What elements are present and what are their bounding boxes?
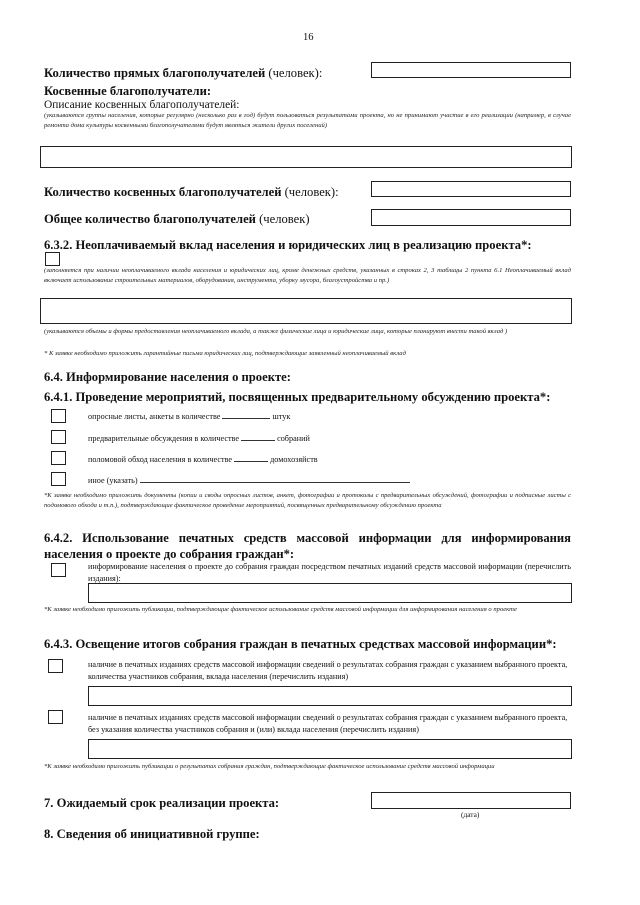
total-beneficiaries-input[interactable] — [371, 209, 571, 226]
date-caption: (дата) — [461, 810, 480, 819]
section-7-title: 7. Ожидаемый срок реализации проекта: — [44, 796, 280, 810]
other-checkbox[interactable] — [51, 472, 66, 486]
unpaid-contribution-input[interactable] — [40, 298, 572, 324]
section-6-4-1-note: *К заявке необходимо приложить документы (копии и своды опросных листов, анкет, фотографии и протоколы с предварительных обсуждений, фотографии и подписные листы с подомового обхода и т.п.), подтверждающие фактическое проведение мероприятий, посвященных предварительному обсуждению проекта — [44, 492, 571, 510]
indirect-count-label: Количество косвенных благополучателей (человек): — [44, 185, 339, 199]
section-6-4-1-title: 6.4.1. Проведение мероприятий, посвященных предварительному обсуждению проекта*: — [44, 390, 551, 404]
section-6-4-title: 6.4. Информирование населения о проекте: — [44, 370, 291, 384]
press-results-with-count-checkbox[interactable] — [48, 659, 63, 673]
section-6-3-2-hint-after: (указываются объемы и формы предоставления неоплачиваемого вклада, а также физические лица и юридические лица, которые планируют внести такой вклад ) — [44, 328, 508, 335]
indirect-description-input[interactable] — [40, 146, 572, 168]
press-results-with-count-item: наличие в печатных изданиях средств массовой информации сведений о результатах собрания граждан с указанием выбранного проекта, количества участников собрания, вклада населения (перечислить издания) — [88, 660, 568, 681]
press-results-without-count-input[interactable] — [88, 739, 572, 759]
other-item: иное (указать) — [88, 474, 410, 487]
press-results-with-count-input[interactable] — [88, 686, 572, 706]
section-6-4-2-title: 6.4.2. Использование печатных средств массовой информации для информирования населения о проекте до собрания граждан*: — [44, 531, 571, 561]
indirect-count-input[interactable] — [371, 181, 571, 197]
indirect-description-label: Описание косвенных благополучателей: — [44, 99, 240, 111]
discussion-item: предварительные обсуждения в количестве собраний — [88, 434, 310, 443]
direct-beneficiaries-label: Количество прямых благополучателей (человек): — [44, 66, 323, 80]
other-specify-field[interactable] — [140, 474, 410, 483]
unpaid-contribution-checkbox[interactable] — [45, 252, 60, 266]
press-before-meeting-input[interactable] — [88, 583, 572, 603]
door-to-door-checkbox[interactable] — [51, 451, 66, 465]
press-before-meeting-item: информирование населения о проекте до собрания граждан посредством печатных изданий средств массовой информации (перечислить издания): — [88, 562, 571, 583]
discussion-count-field[interactable] — [241, 432, 275, 441]
page-number: 16 — [303, 32, 314, 43]
press-results-without-count-item: наличие в печатных изданиях средств массовой информации сведений о результатах собрания граждан с указанием выбранного проекта, без указания количества участников собрания и (или) вклада населения (перечислить издания) — [88, 713, 568, 734]
section-6-4-3-title: 6.4.3. Освещение итогов собрания граждан в печатных средствах массовой информации*: — [44, 637, 557, 651]
section-6-4-3-note: *К заявке необходимо приложить публикации о результатах собрания граждан, подтверждающие фактическое использование средств массовой информации — [44, 763, 495, 770]
indirect-beneficiaries-heading: Косвенные благополучатели: — [44, 84, 212, 98]
section-8-title: 8. Сведения об инициативной группе: — [44, 827, 260, 841]
section-6-3-2-hint: (заполняется при наличии неоплачиваемого вклада населения и юридических лиц, кроме денежных средств, указанных в строках 2, 3 таблицы 2 пункта 6.1 Неоплачиваемый вклад включает использование строительных материалов, оборудования, инструмента, уборку мусора, благоустройства и пр.) — [44, 267, 571, 285]
survey-count-field[interactable] — [222, 410, 270, 419]
section-6-3-2-title: 6.3.2. Неоплачиваемый вклад населения и юридических лиц в реализацию проекта*: — [44, 238, 532, 252]
door-to-door-item: поломовой обход населения в количестве домохозяйств — [88, 455, 318, 464]
indirect-hint: (указываются группы населения, которые регулярно (несколько раз в год) будут пользоваться результатами проекта, но не принимают участие в его реализации (например, в случае ремонта дома культуры косвенными благополучателями будут являться жители других поселений) — [44, 112, 571, 130]
total-beneficiaries-label: Общее количество благополучателей (человек) — [44, 212, 310, 226]
households-count-field[interactable] — [234, 453, 268, 462]
press-results-without-count-checkbox[interactable] — [48, 710, 63, 724]
press-before-meeting-checkbox[interactable] — [51, 563, 66, 577]
section-6-3-2-note: * К заявке необходимо приложить гарантийные письма юридических лиц, подтверждающие заявленный неоплачиваемый вклад — [44, 350, 406, 357]
discussion-checkbox[interactable] — [51, 430, 66, 444]
direct-beneficiaries-input[interactable] — [371, 62, 571, 78]
section-6-4-2-note: *К заявке необходимо приложить публикации, подтверждающие фактическое использование средств массовой информации для информирования населения о проекте — [44, 606, 517, 613]
survey-item: опросные листы, анкеты в количестве штук — [88, 412, 291, 421]
completion-date-input[interactable] — [371, 792, 571, 809]
survey-checkbox[interactable] — [51, 409, 66, 423]
